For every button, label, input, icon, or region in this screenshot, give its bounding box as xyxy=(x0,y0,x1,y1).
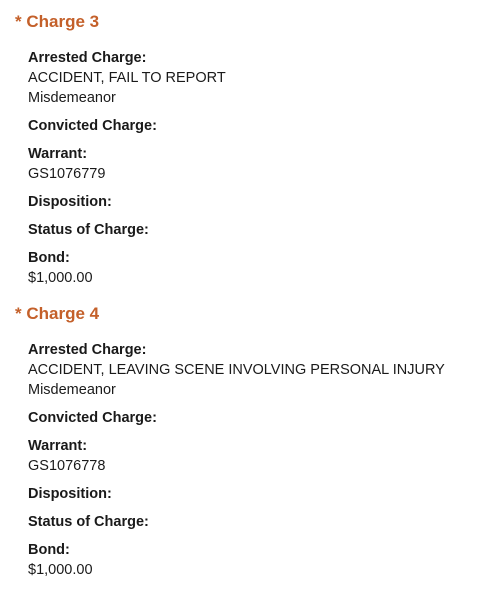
bond-value: $1,000.00 xyxy=(28,270,93,286)
arrested-charge-value: ACCIDENT, FAIL TO REPORT xyxy=(28,70,226,86)
bond-field xyxy=(28,248,473,288)
disposition-label: Disposition: xyxy=(28,194,112,210)
arrested-charge-field xyxy=(28,340,473,400)
charge-title: * Charge 3 xyxy=(15,12,100,31)
warrant-label: Warrant: xyxy=(28,146,88,162)
arrested-charge-label: Arrested Charge: xyxy=(28,50,147,66)
convicted-charge-label: Convicted Charge: xyxy=(28,410,157,426)
warrant-label: Warrant: xyxy=(28,438,88,454)
bond-field xyxy=(28,540,473,580)
status-of-charge-field xyxy=(28,512,473,532)
arrested-charge-value: ACCIDENT, LEAVING SCENE INVOLVING PERSONAL INJURY xyxy=(28,362,445,378)
arrested-charge-class: Misdemeanor xyxy=(28,90,116,106)
charge-title: * Charge 4 xyxy=(15,304,100,323)
status-of-charge-label: Status of Charge: xyxy=(28,514,149,530)
arrested-charge-label: Arrested Charge: xyxy=(28,342,147,358)
disposition-label: Disposition: xyxy=(28,486,112,502)
disposition-field xyxy=(28,192,473,212)
warrant-value: GS1076778 xyxy=(28,458,106,474)
arrested-charge-class: Misdemeanor xyxy=(28,382,116,398)
convicted-charge-label: Convicted Charge: xyxy=(28,118,157,134)
bond-label: Bond: xyxy=(28,250,70,266)
bond-value: $1,000.00 xyxy=(28,562,93,578)
bond-label: Bond: xyxy=(28,542,70,558)
warrant-field xyxy=(28,436,473,476)
status-of-charge-field xyxy=(28,220,473,240)
convicted-charge-field xyxy=(28,408,473,428)
arrested-charge-field xyxy=(28,48,473,108)
warrant-field xyxy=(28,144,473,184)
status-of-charge-label: Status of Charge: xyxy=(28,222,149,238)
convicted-charge-field xyxy=(28,116,473,136)
disposition-field xyxy=(28,484,473,504)
warrant-value: GS1076779 xyxy=(28,166,106,182)
